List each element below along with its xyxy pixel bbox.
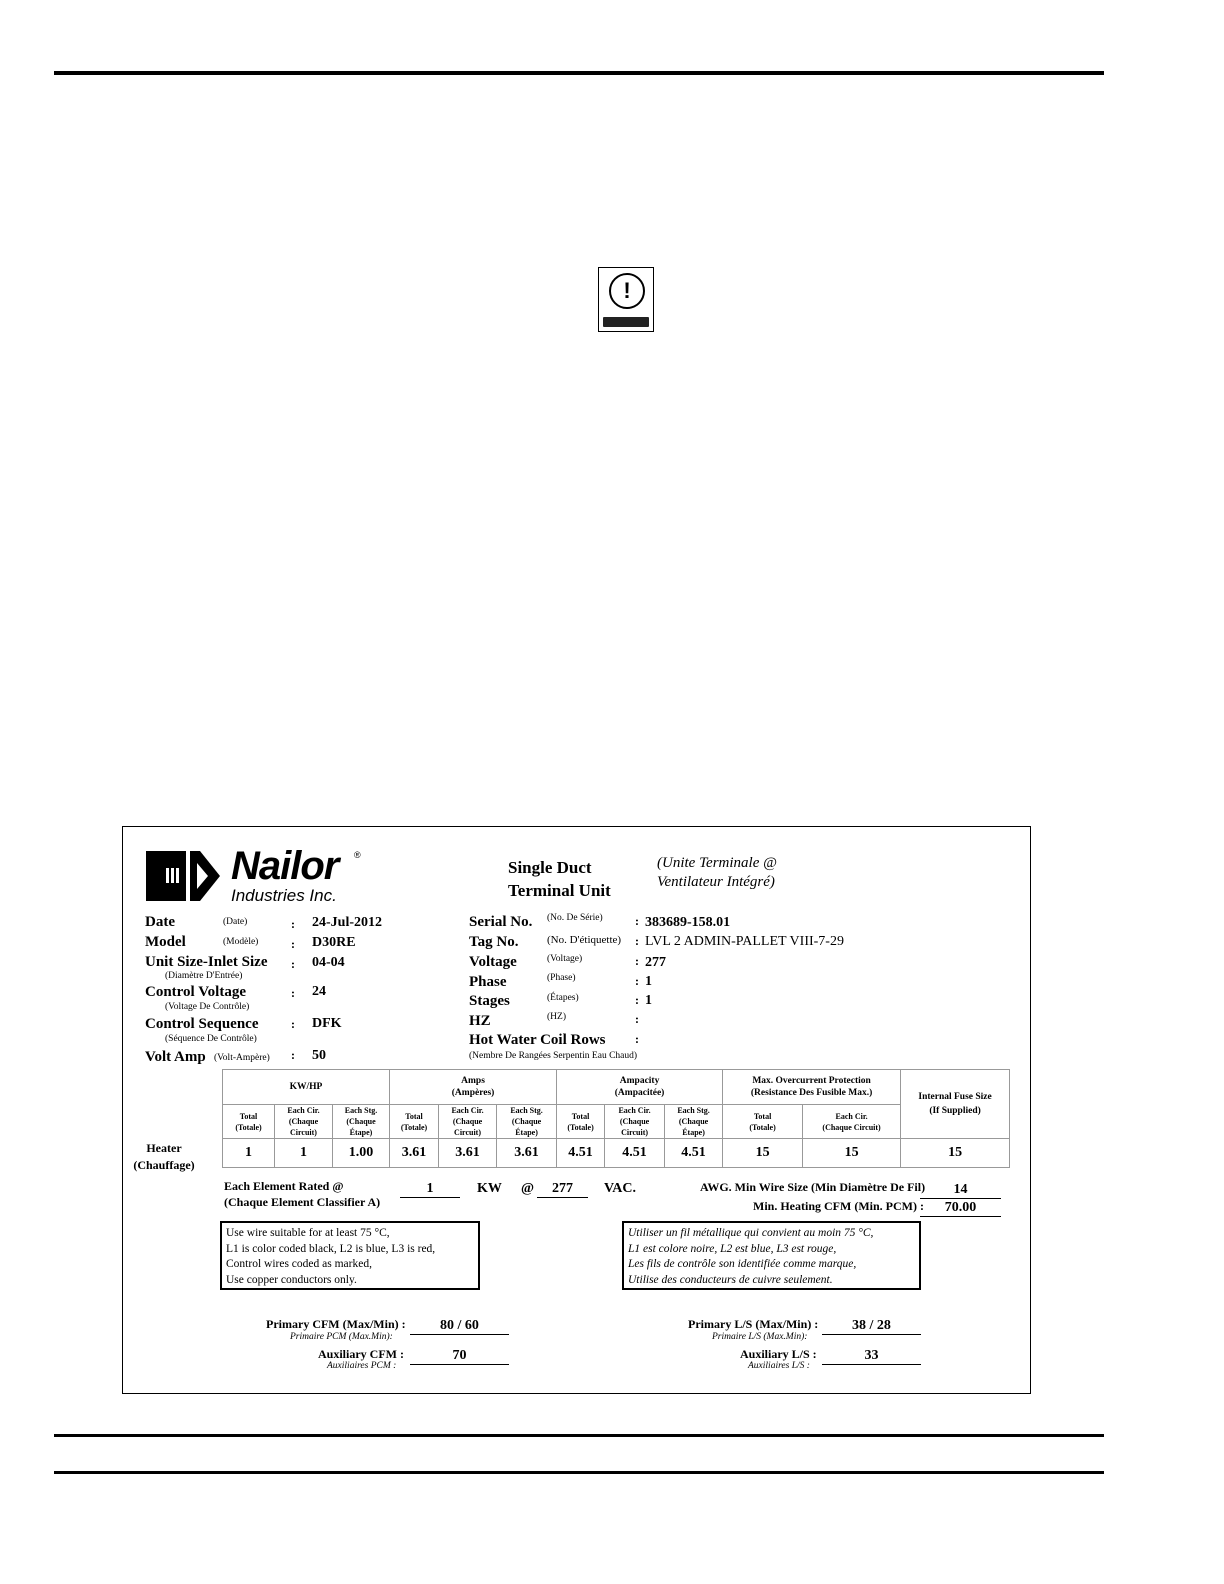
ampacity-cir-header: Each Cir. (Chaque Circuit) bbox=[605, 1105, 665, 1139]
primary-ls-label-fr: Primaire L/S (Max.Min): bbox=[712, 1332, 808, 1342]
element-kw-value: 1 bbox=[400, 1181, 460, 1198]
amps-cir-value: 3.61 bbox=[439, 1139, 497, 1168]
control-sequence-value: DFK bbox=[312, 1016, 342, 1031]
volt-amp-value: 50 bbox=[312, 1048, 326, 1063]
kw-stg-value: 1.00 bbox=[333, 1139, 390, 1168]
heater-row-label: Heater (Chauffage) bbox=[133, 1141, 195, 1172]
nailor-logo-icon bbox=[146, 851, 220, 901]
kwhp-header: KW/HP bbox=[223, 1070, 390, 1105]
element-at-sign: @ bbox=[521, 1181, 535, 1196]
date-label-fr: (Date) bbox=[223, 917, 248, 927]
phase-colon: : bbox=[635, 974, 639, 988]
unit-size-colon: : bbox=[291, 957, 295, 971]
auxiliary-cfm-value: 70 bbox=[410, 1348, 509, 1365]
date-value: 24-Jul-2012 bbox=[312, 915, 382, 930]
primary-ls-label: Primary L/S (Max/Min) : bbox=[688, 1317, 819, 1331]
hz-label: HZ bbox=[469, 1013, 491, 1029]
ampacity-cir-value: 4.51 bbox=[605, 1139, 665, 1168]
voltage-label-fr: (Voltage) bbox=[547, 954, 583, 964]
overcurrent-cir-header: Each Cir. (Chaque Circuit) bbox=[803, 1105, 901, 1139]
control-voltage-label: Control Voltage bbox=[145, 984, 246, 1000]
stages-colon: : bbox=[635, 993, 639, 1007]
control-voltage-value: 24 bbox=[312, 984, 326, 999]
phase-value: 1 bbox=[645, 974, 652, 989]
amps-total-value: 3.61 bbox=[390, 1139, 439, 1168]
primary-cfm-label: Primary CFM (Max/Min) : bbox=[266, 1317, 406, 1331]
serial-no-label-fr: (No. De Série) bbox=[547, 913, 603, 923]
primary-cfm-value: 80 / 60 bbox=[410, 1318, 509, 1335]
control-voltage-colon: : bbox=[291, 986, 295, 1000]
auxiliary-cfm-label-fr: Auxiliaires PCM : bbox=[327, 1361, 397, 1371]
footer-rule-upper bbox=[54, 1434, 1104, 1437]
phase-label-fr: (Phase) bbox=[547, 973, 576, 983]
control-sequence-colon: : bbox=[291, 1017, 295, 1031]
voltage-colon: : bbox=[635, 954, 639, 968]
electrical-spec-table bbox=[222, 1069, 1010, 1168]
control-sequence-label-fr: (Séquence De Contrôle) bbox=[165, 1034, 257, 1044]
unit-size-label-fr: (Diamètre D'Entrée) bbox=[165, 971, 243, 981]
ampacity-total-header: Total (Totale) bbox=[557, 1105, 605, 1139]
element-rated-label: Each Element Rated @ bbox=[224, 1179, 344, 1193]
awg-value: 14 bbox=[920, 1182, 1001, 1199]
auxiliary-ls-label: Auxiliary L/S : bbox=[740, 1347, 817, 1361]
primary-ls-value: 38 / 28 bbox=[822, 1318, 921, 1335]
serial-no-colon: : bbox=[635, 914, 639, 928]
kw-stg-header: Each Stg. (Chaque Étape) bbox=[333, 1105, 390, 1139]
footer-rule-lower bbox=[54, 1471, 1104, 1474]
kw-cir-value: 1 bbox=[275, 1139, 333, 1168]
hot-water-coil-rows-label-fr: (Nembre De Rangées Serpentin Eau Chaud) bbox=[469, 1051, 638, 1061]
tag-no-label: Tag No. bbox=[469, 934, 519, 950]
overcurrent-total-value: 15 bbox=[723, 1139, 803, 1168]
serial-no-value: 383689-158.01 bbox=[645, 915, 731, 930]
min-heating-label: Min. Heating CFM (Min. PCM) : bbox=[753, 1199, 924, 1213]
registered-mark: ® bbox=[354, 850, 361, 860]
hot-water-coil-rows-label: Hot Water Coil Rows bbox=[469, 1032, 606, 1048]
ampacity-stg-value: 4.51 bbox=[665, 1139, 723, 1168]
amps-cir-header: Each Cir. (Chaque Circuit) bbox=[439, 1105, 497, 1139]
volt-amp-label: Volt Amp bbox=[145, 1049, 206, 1065]
primary-cfm-label-fr: Primaire PCM (Max.Min): bbox=[290, 1332, 393, 1342]
heater-values-row bbox=[223, 1139, 1010, 1168]
serial-no-label: Serial No. bbox=[469, 914, 533, 930]
wiring-note-fr: Utiliser un fil métallique qui convient au moin 75 °C, L1 est colore noire, L2 est blue, L3 est rouge, Les fils de contrôle son identifiée comme marque, Utilise des conducteurs de cuivre seulement. bbox=[622, 1221, 921, 1290]
tag-no-value: LVL 2 ADMIN-PALLET VIII-7-29 bbox=[645, 934, 844, 949]
awg-label: AWG. Min Wire Size (Min Diamètre De Fil) bbox=[700, 1180, 926, 1194]
tag-no-colon: : bbox=[635, 934, 639, 948]
min-heating-value: 70.00 bbox=[920, 1200, 1001, 1217]
table-header-group-row bbox=[223, 1070, 1010, 1105]
control-sequence-label: Control Sequence bbox=[145, 1016, 259, 1032]
hot-water-coil-rows-colon: : bbox=[635, 1032, 639, 1046]
ampacity-total-value: 4.51 bbox=[557, 1139, 605, 1168]
element-kw-unit: KW bbox=[477, 1181, 502, 1196]
auxiliary-ls-value: 33 bbox=[822, 1348, 921, 1365]
stages-label: Stages bbox=[469, 993, 510, 1009]
warning-exclamation-icon: ! bbox=[598, 267, 654, 332]
element-volt-unit: VAC. bbox=[604, 1181, 637, 1196]
auxiliary-cfm-label: Auxiliary CFM : bbox=[318, 1347, 404, 1361]
ampacity-header: Ampacity (Ampacitée) bbox=[557, 1070, 723, 1105]
amps-stg-header: Each Stg. (Chaque Étape) bbox=[497, 1105, 557, 1139]
phase-label: Phase bbox=[469, 974, 507, 990]
element-volt-value: 277 bbox=[537, 1181, 588, 1198]
stages-value: 1 bbox=[645, 993, 652, 1008]
volt-amp-colon: : bbox=[291, 1048, 295, 1062]
auxiliary-ls-label-fr: Auxiliaires L/S : bbox=[748, 1361, 810, 1371]
model-value: D30RE bbox=[312, 935, 356, 950]
tag-no-label-fr: (No. D'étiquette) bbox=[547, 934, 622, 946]
brand-subtitle: Industries Inc. bbox=[231, 886, 337, 905]
ampacity-stg-header: Each Stg. (Chaque Étape) bbox=[665, 1105, 723, 1139]
date-colon: : bbox=[291, 917, 295, 931]
overcurrent-header: Max. Overcurrent Protection (Resistance Des Fusible Max.) bbox=[723, 1070, 901, 1105]
volt-amp-label-fr: (Volt-Ampère) bbox=[214, 1053, 270, 1063]
overcurrent-total-header: Total (Totale) bbox=[723, 1105, 803, 1139]
date-label: Date bbox=[145, 914, 175, 930]
top-rule bbox=[54, 71, 1104, 75]
voltage-value: 277 bbox=[645, 955, 666, 970]
amps-stg-value: 3.61 bbox=[497, 1139, 557, 1168]
hz-label-fr: (HZ) bbox=[547, 1012, 566, 1022]
element-rated-label-fr: (Chaque Element Classifier A) bbox=[224, 1195, 381, 1209]
label-title-en: Single Duct Terminal Unit bbox=[508, 858, 611, 900]
model-colon: : bbox=[291, 937, 295, 951]
control-voltage-label-fr: (Voltage De Contrôle) bbox=[165, 1002, 250, 1012]
wiring-note-en: Use wire suitable for at least 75 °C, L1 is color coded black, L2 is blue, L3 is red, Control wires coded as marked, Use copper conductors only. bbox=[220, 1221, 480, 1290]
fuse-size-header: Internal Fuse Size (If Supplied) bbox=[901, 1070, 1010, 1139]
label-title-fr: (Unite Terminale @ Ventilateur Intégré) bbox=[657, 855, 777, 890]
brand-name: Nailor bbox=[231, 844, 339, 888]
amps-header: Amps (Ampères) bbox=[390, 1070, 557, 1105]
amps-total-header: Total (Totale) bbox=[390, 1105, 439, 1139]
stages-label-fr: (Étapes) bbox=[547, 993, 579, 1003]
overcurrent-cir-value: 15 bbox=[803, 1139, 901, 1168]
unit-size-value: 04-04 bbox=[312, 955, 345, 970]
table-header-sub-row bbox=[223, 1105, 1010, 1139]
model-label-fr: (Modèle) bbox=[223, 937, 259, 947]
fuse-size-value: 15 bbox=[901, 1139, 1010, 1168]
hz-colon: : bbox=[635, 1012, 639, 1026]
model-label: Model bbox=[145, 934, 186, 950]
voltage-label: Voltage bbox=[469, 954, 517, 970]
kw-total-header: Total (Totale) bbox=[223, 1105, 275, 1139]
kw-total-value: 1 bbox=[223, 1139, 275, 1168]
unit-size-label: Unit Size-Inlet Size bbox=[145, 954, 268, 970]
kw-cir-header: Each Cir. (Chaque Circuit) bbox=[275, 1105, 333, 1139]
